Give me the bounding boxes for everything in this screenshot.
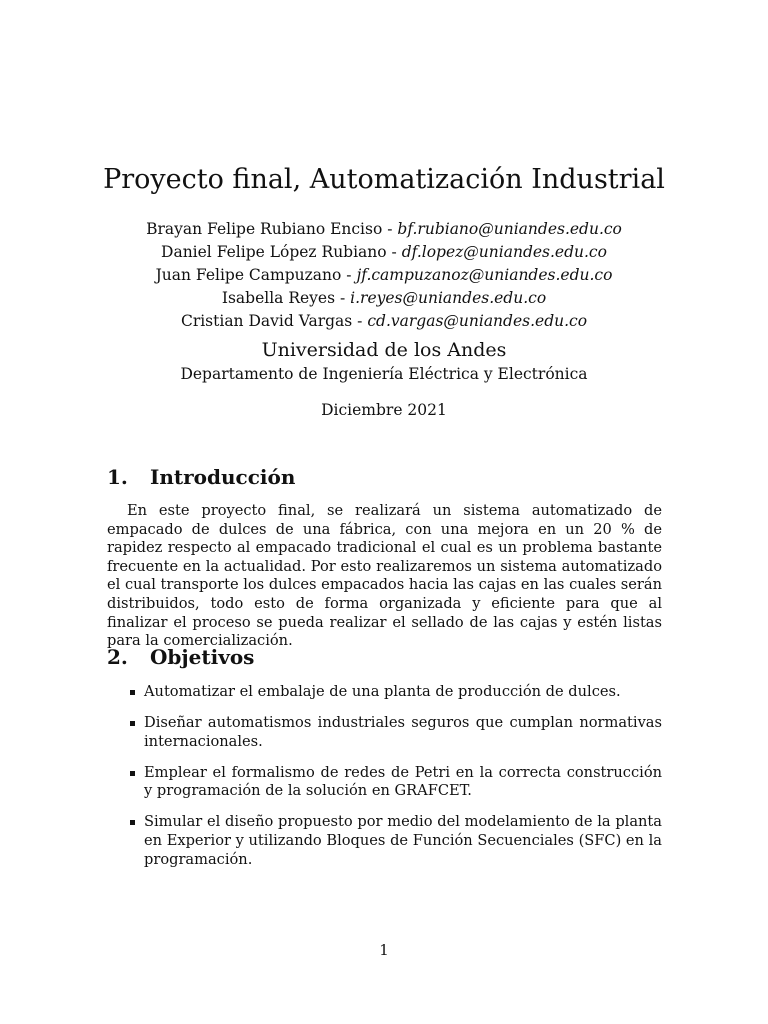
square-bullet-icon <box>130 721 135 726</box>
author-separator: - <box>352 312 368 330</box>
author-separator: - <box>382 220 398 238</box>
author-name: Juan Felipe Campuzano <box>155 266 342 284</box>
university-name: Universidad de los Andes <box>261 339 507 361</box>
author-email: bf.rubiano@uniandes.edu.co <box>397 220 622 238</box>
author-name: Brayan Felipe Rubiano Enciso <box>146 220 383 238</box>
list-item-text: Simular el diseño propuesto por medio del modelamiento de la planta en Experior y utilizando Bloques de Función Secuenciales (SFC) en la programación. <box>144 813 662 868</box>
page-title: Proyecto final, Automatización Industrial <box>103 164 665 195</box>
author-entry <box>0 264 768 287</box>
introduction-paragraph: En este proyecto final, se realizará un sistema automatizado de empacado de dulces de una fábrica, con una mejora en un 20 % de rapidez respecto al empacado tradicional el cual es un problema bastante frecuente en la actualidad. Por esto realizaremos un sistema automatizado el cual transporte los dulces empacados hacia las cajas en las cuales serán distribuidos, todo esto de forma organizada y eficiente para que al finalizar el proceso se pueda realizar el sellado de las cajas y estén listas para la comercialización. <box>107 502 662 650</box>
section-number: 1. <box>107 465 128 489</box>
author-entry <box>0 241 768 264</box>
section-number: 2. <box>107 645 128 669</box>
section-title: Objetivos <box>150 645 255 669</box>
section-title: Introducción <box>150 465 296 489</box>
author-name: Isabella Reyes <box>221 289 336 307</box>
author-entry <box>0 218 768 241</box>
author-name: Cristian David Vargas <box>180 312 353 330</box>
document-date: Diciembre 2021 <box>321 401 447 419</box>
list-item <box>107 813 662 869</box>
author-separator: - <box>335 289 351 307</box>
list-item-text: Emplear el formalismo de redes de Petri en la correcta construcción y programación de la solución en GRAFCET. <box>144 763 662 800</box>
square-bullet-icon <box>130 820 135 825</box>
page-number: 1 <box>379 941 389 959</box>
author-entry <box>0 287 768 310</box>
author-email: i.reyes@uniandes.edu.co <box>350 289 547 307</box>
square-bullet-icon <box>130 771 135 776</box>
author-separator: - <box>386 243 402 261</box>
department-name: Departamento de Ingeniería Eléctrica y Electrónica <box>180 365 588 383</box>
section-heading-objetivos <box>107 644 254 670</box>
author-email: jf.campuzanoz@uniandes.edu.co <box>356 266 613 284</box>
list-item <box>107 714 662 751</box>
objectives-list <box>107 683 662 882</box>
section-heading-introduccion <box>107 464 295 490</box>
author-email: df.lopez@uniandes.edu.co <box>401 243 607 261</box>
author-entry <box>0 310 768 333</box>
list-item-text: Diseñar automatismos industriales seguros que cumplan normativas internacionales. <box>144 714 662 750</box>
author-separator: - <box>341 266 357 284</box>
list-item-text: Automatizar el embalaje de una planta de producción de dulces. <box>144 683 621 700</box>
author-name: Daniel Felipe López Rubiano <box>161 243 387 261</box>
author-email: cd.vargas@uniandes.edu.co <box>367 312 588 330</box>
author-list <box>0 218 768 333</box>
list-item <box>107 764 662 801</box>
list-item <box>107 683 662 702</box>
square-bullet-icon <box>130 690 135 695</box>
